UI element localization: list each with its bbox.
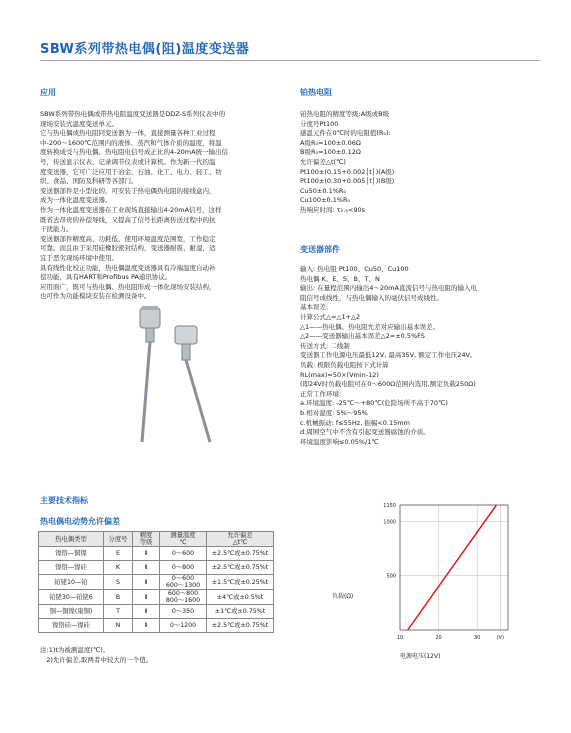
parts-line: 基本误差: <box>300 303 329 312</box>
table-cell: Ⅱ <box>133 619 160 633</box>
table-cell: ±2.5℃或±0.75%t <box>207 619 274 633</box>
x-tick-label: (V) <box>496 635 504 641</box>
table-cell: 0～600 600～1300 <box>160 575 207 590</box>
table-cell: ±2.5℃或±0.75%t <box>207 561 274 575</box>
application-line: 宜于恶劣现场环境中使用。 <box>40 253 118 262</box>
parts-line: (即24V时负载电阻可在0～600Ω范围内选用,额定负载250Ω) <box>300 380 476 389</box>
table-cell: 0～800 <box>160 561 207 575</box>
sensor-right <box>175 326 210 442</box>
table-header-cell: 测量温度 ℃ <box>160 532 207 547</box>
table-cell: 铂铑10—铂 <box>39 575 104 590</box>
application-line: 作为一体化温度变送器在工业现场直接输出4-20mA信号，这样 <box>40 205 222 214</box>
table-cell: E <box>104 547 133 561</box>
rtd-line: 热响应时间: τ₀.₅<90s <box>300 205 366 214</box>
table-header-cell: 允许偏差 △t℃ <box>207 532 274 547</box>
table-cell: 镍铬—铜镍 <box>39 547 104 561</box>
table-cell: 镍铬硅—镍硅 <box>39 619 104 633</box>
table-cell: 0～1200 <box>160 619 207 633</box>
application-line: 它与热电偶或热电阻同变送器为一体，直接测量各种工业过程 <box>40 129 216 138</box>
table-header-cell: 精度 等级 <box>133 532 160 547</box>
application-line: 具有线性化校正功能，热电偶温度变送器具有冷端温度自动补 <box>40 263 216 272</box>
application-line: 也可作为功能模块安装在检测设备中。 <box>40 292 151 301</box>
parts-line: 环境温度影响≤0.05%/1℃ <box>300 437 379 446</box>
x-axis-label: 电源电压(12V) <box>400 653 441 660</box>
rtd-line: Pt100±(0.15+0.002│t│)(A级) <box>300 167 395 176</box>
load-line <box>408 505 497 630</box>
application-text <box>40 110 280 302</box>
table-cell: 铜—铜镍(康铜) <box>39 605 104 619</box>
rtd-line: Pt100±(0.30+0.005│t│)(B级) <box>300 177 395 186</box>
table-cell: ±1℃或±0.75%t <box>207 605 274 619</box>
table-notes <box>40 645 152 665</box>
parts-line: d.周围空气中不含有引起变送器腐蚀的介质。 <box>300 428 430 437</box>
y-tick-label: 1150 <box>383 503 396 509</box>
note-line: 注:1)t为被测温度(℃)。 <box>40 646 110 654</box>
specs-heading: 主要技术指标 <box>40 496 88 505</box>
parts-line: b.相对湿度: 5%～95% <box>300 408 368 417</box>
application-line: 号，传送显示仪表、记录调节仪表或计算机。作为新一代的温 <box>40 157 216 166</box>
rtd-line: Cu50±0.1%R₀ <box>300 186 347 195</box>
chart-axes <box>400 505 508 630</box>
application-line: 现场安装式温度变送单元。 <box>40 119 118 128</box>
parts-line: 输入: 热电阻 Pt100、Cu50、Cu100 <box>300 265 409 273</box>
application-line: 织、食品、国防及科研等各部门。 <box>40 177 138 186</box>
rtd-line: 分度号Pt100 <box>300 119 339 128</box>
x-tick-label: 20 <box>435 635 442 641</box>
rtd-line: 感温元件在0℃时的电阻值(R₀): <box>300 129 391 138</box>
table-row <box>39 619 274 633</box>
product-photo <box>120 306 220 446</box>
x-tick-label: 30 <box>473 635 481 641</box>
y-tick-label: 500 <box>386 573 396 580</box>
application-line: 既省去昂贵的补偿导线，又提高了信号长距离传送过程中的抗 <box>40 215 216 224</box>
chart-grid <box>400 505 508 630</box>
table-cell: Ⅱ <box>133 561 160 575</box>
table-cell: 0～350 <box>160 605 207 619</box>
table-cell: 铂铑30—铂铑6 <box>39 590 104 605</box>
application-line: 可靠。而且由于采用硅橡胶密封结构，变送器耐震、耐湿，适 <box>40 244 216 253</box>
parts-line: 变送器工作电源电压最低12V, 最高35V, 额定工作电压24V。 <box>300 351 477 360</box>
sensor-left <box>140 306 160 442</box>
application-line: 度变送器，它可广泛应用于冶金、石油、化工、电力、轻工、纺 <box>40 167 222 176</box>
table-cell: N <box>104 619 133 633</box>
table-cell: Ⅱ <box>133 590 160 605</box>
application-line: 中-200～1600℃范围内的液体、蒸汽和气体介质的温度，将温 <box>40 138 222 147</box>
page-title: SBW系列带热电偶(阻)温度变送器 <box>40 42 250 57</box>
rtd-line: A级R₀=100±0.06Ω <box>300 138 361 147</box>
application-line: 偿功能，具有HART和Profibus PA通讯协议。 <box>40 273 172 282</box>
rtd-heading: 铂热电阻 <box>300 88 332 97</box>
application-line: 度转换成受与热电偶、热电阻电信号成正比的4-20mA统一输出信 <box>40 148 229 157</box>
table-cell: 镍铬—镍硅 <box>39 561 104 575</box>
y-axis-label: 负载(Ω) <box>332 593 354 600</box>
parts-line: c.机械振动: f≤55Hz, 振幅<0.15mm <box>300 418 410 427</box>
table-header-cell: 分度号 <box>104 532 133 547</box>
application-line: 变送器部件精度高、功耗低、使用环境温度范围宽，工作稳定 <box>40 234 216 243</box>
table-cell: B <box>104 590 133 605</box>
table-cell: Ⅱ <box>133 547 160 561</box>
table-row <box>39 561 274 575</box>
table-cell: ±1.5℃或±0.25%t <box>207 575 274 590</box>
table-header-row <box>39 532 274 547</box>
table-cell: ±4℃或±0.5%t <box>207 590 274 605</box>
parts-line: 负载: 极限负载电阻按下式计算 <box>300 360 389 369</box>
load-chart <box>330 495 530 665</box>
table-row <box>39 605 274 619</box>
table-cell: Ⅱ <box>133 575 160 590</box>
rtd-text <box>300 110 550 216</box>
parts-line: 正常工作环境: <box>300 389 342 398</box>
parts-text <box>300 265 555 447</box>
table-cell: 0～600 <box>160 547 207 561</box>
parts-line: 热电偶 K、E、S、B、T、N <box>300 274 380 283</box>
chart-ticks <box>383 503 504 641</box>
parts-heading: 变送器部件 <box>300 245 340 254</box>
application-line: 成为一体化温度变送器。 <box>40 196 112 205</box>
table-header-cell: 热电偶类型 <box>39 532 104 547</box>
application-line: 干扰能力。 <box>40 225 73 234</box>
application-line: 应用面广，既可与热电偶、热电阻形成一体化现场安装结构， <box>40 282 216 291</box>
x-tick-label: 10 <box>396 635 404 641</box>
parts-line: RL(max)=50×(Vmin-12) <box>300 370 379 379</box>
rtd-line: 允许偏差△t(℃) <box>300 157 346 166</box>
parts-line: a.环境温度: -25℃～+80℃(危险场所不高于70℃) <box>300 399 448 408</box>
rtd-line: B级R₀=100±0.12Ω <box>300 148 361 157</box>
parts-line: 传送方式: 二线制 <box>300 341 350 350</box>
table-row <box>39 590 274 605</box>
parts-line: 计算公式△=△1+△2 <box>300 312 361 321</box>
table-cell: T <box>104 605 133 619</box>
table-cell: K <box>104 561 133 575</box>
table-row <box>39 547 274 561</box>
parts-line: △2——变送器输出基本误差△2=±0.5%FS <box>300 332 425 341</box>
parts-line: 阻信号成线性，与热电偶输入的毫伏信号成线性。 <box>300 293 443 302</box>
note-line: 2)允许偏差,取两者中较大的一个值。 <box>40 656 153 664</box>
table-row <box>39 575 274 590</box>
y-tick-label: 1000 <box>383 519 396 526</box>
rtd-line: Cu100±0.1%R₀ <box>300 196 351 205</box>
chart-frame <box>400 505 508 630</box>
thermocouple-tolerance-table <box>38 531 274 633</box>
parts-line: 输出: 在量程范围内输出4～20mA直流信号与热电阻的输入电 <box>300 284 477 293</box>
application-line: 变送器部件是小型化的，可安装于热电偶热电阻的接线盒内， <box>40 186 216 195</box>
specs-subheading: 热电偶电动势允许偏差 <box>40 517 120 526</box>
table-cell: Ⅱ <box>133 605 160 619</box>
table-cell: 600～800 800～1600 <box>160 590 207 605</box>
parts-line: △1——热电偶、热电阻允差对应输出基本误差。 <box>300 322 440 331</box>
title-rule <box>40 60 540 61</box>
rtd-line: 铂热电阻的精度等级:A级或B级 <box>300 110 390 118</box>
application-heading: 应用 <box>40 88 56 97</box>
application-line: SBW系列带热电偶或带热电阻温度变送器是DDZ-S系列仪表中的 <box>40 110 226 118</box>
table-cell: ±2.5℃或±0.75%t <box>207 547 274 561</box>
table-cell: S <box>104 575 133 590</box>
